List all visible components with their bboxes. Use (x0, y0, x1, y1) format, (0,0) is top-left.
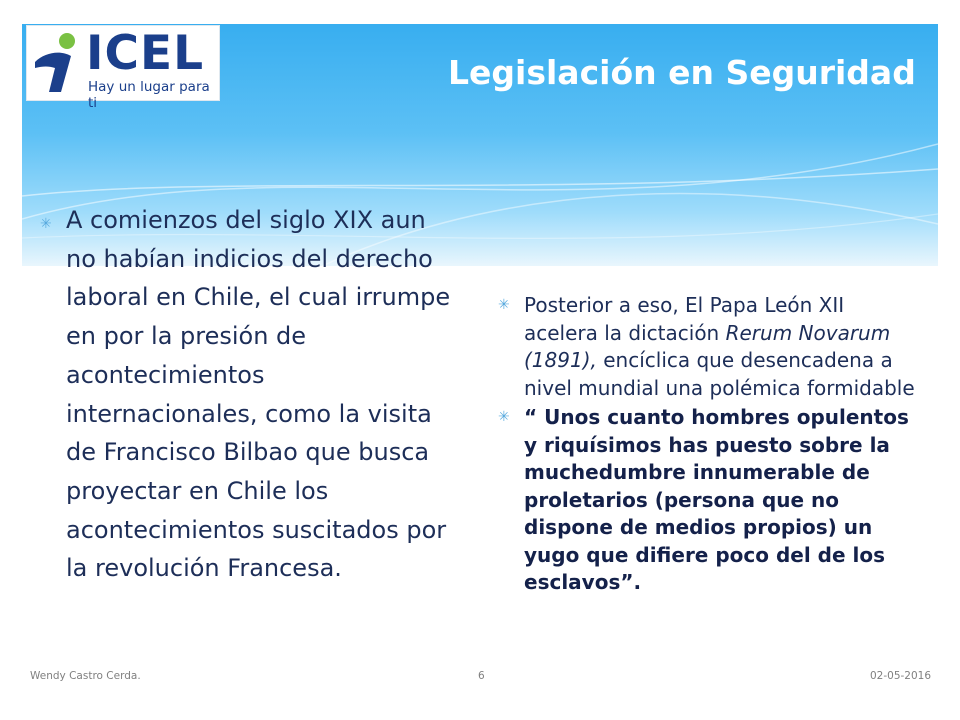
icel-person-icon (31, 32, 83, 96)
footer-date: 02-05-2016 (870, 670, 932, 682)
slide-title: Legislación en Seguridad (448, 53, 916, 92)
icel-logo (27, 26, 219, 111)
right-bullet-1-text-end: encíclica que desencadena a nivel mundial una polémica formidable (524, 348, 915, 400)
right-bullet-2-quote: “ Unos cuanto hombres opulentos y riquísimos has puesto sobre la muchedumbre innumerable de proletarios (persona que no dispone de medios propios) un yugo que difiere poco del de los esclavos”. (524, 405, 909, 594)
logo-tagline: Hay un lugar para ti (88, 79, 210, 111)
right-bullet-1-text: Posterior a eso, El Papa León XII acelera la dictación (524, 293, 845, 345)
right-bullet-1 (496, 292, 916, 402)
left-bullet (38, 201, 456, 588)
right-column (496, 292, 916, 597)
footer-author: Wendy Castro Cerda. (30, 670, 141, 682)
right-bullet-1-italic: Rerum Novarum (1891), (524, 320, 891, 372)
right-bullet-2 (496, 404, 916, 597)
star-bullet-icon: ✳ (498, 409, 510, 425)
left-column (38, 201, 456, 588)
star-bullet-icon: ✳ (498, 297, 510, 313)
logo-brand-text: ICEL (86, 26, 205, 81)
left-bullet-text: A comienzos del siglo XIX aun no habían indicios del derecho laboral en Chile, el cual irrumpe en por la presión de acontecimientos internacionales, como la visita de Francisco Bilbao que busca proyectar en Chile los acontecimientos suscitados por la revolución Francesa. (66, 206, 451, 583)
footer-page-number: 6 (478, 670, 485, 682)
star-bullet-icon: ✳ (40, 216, 52, 232)
